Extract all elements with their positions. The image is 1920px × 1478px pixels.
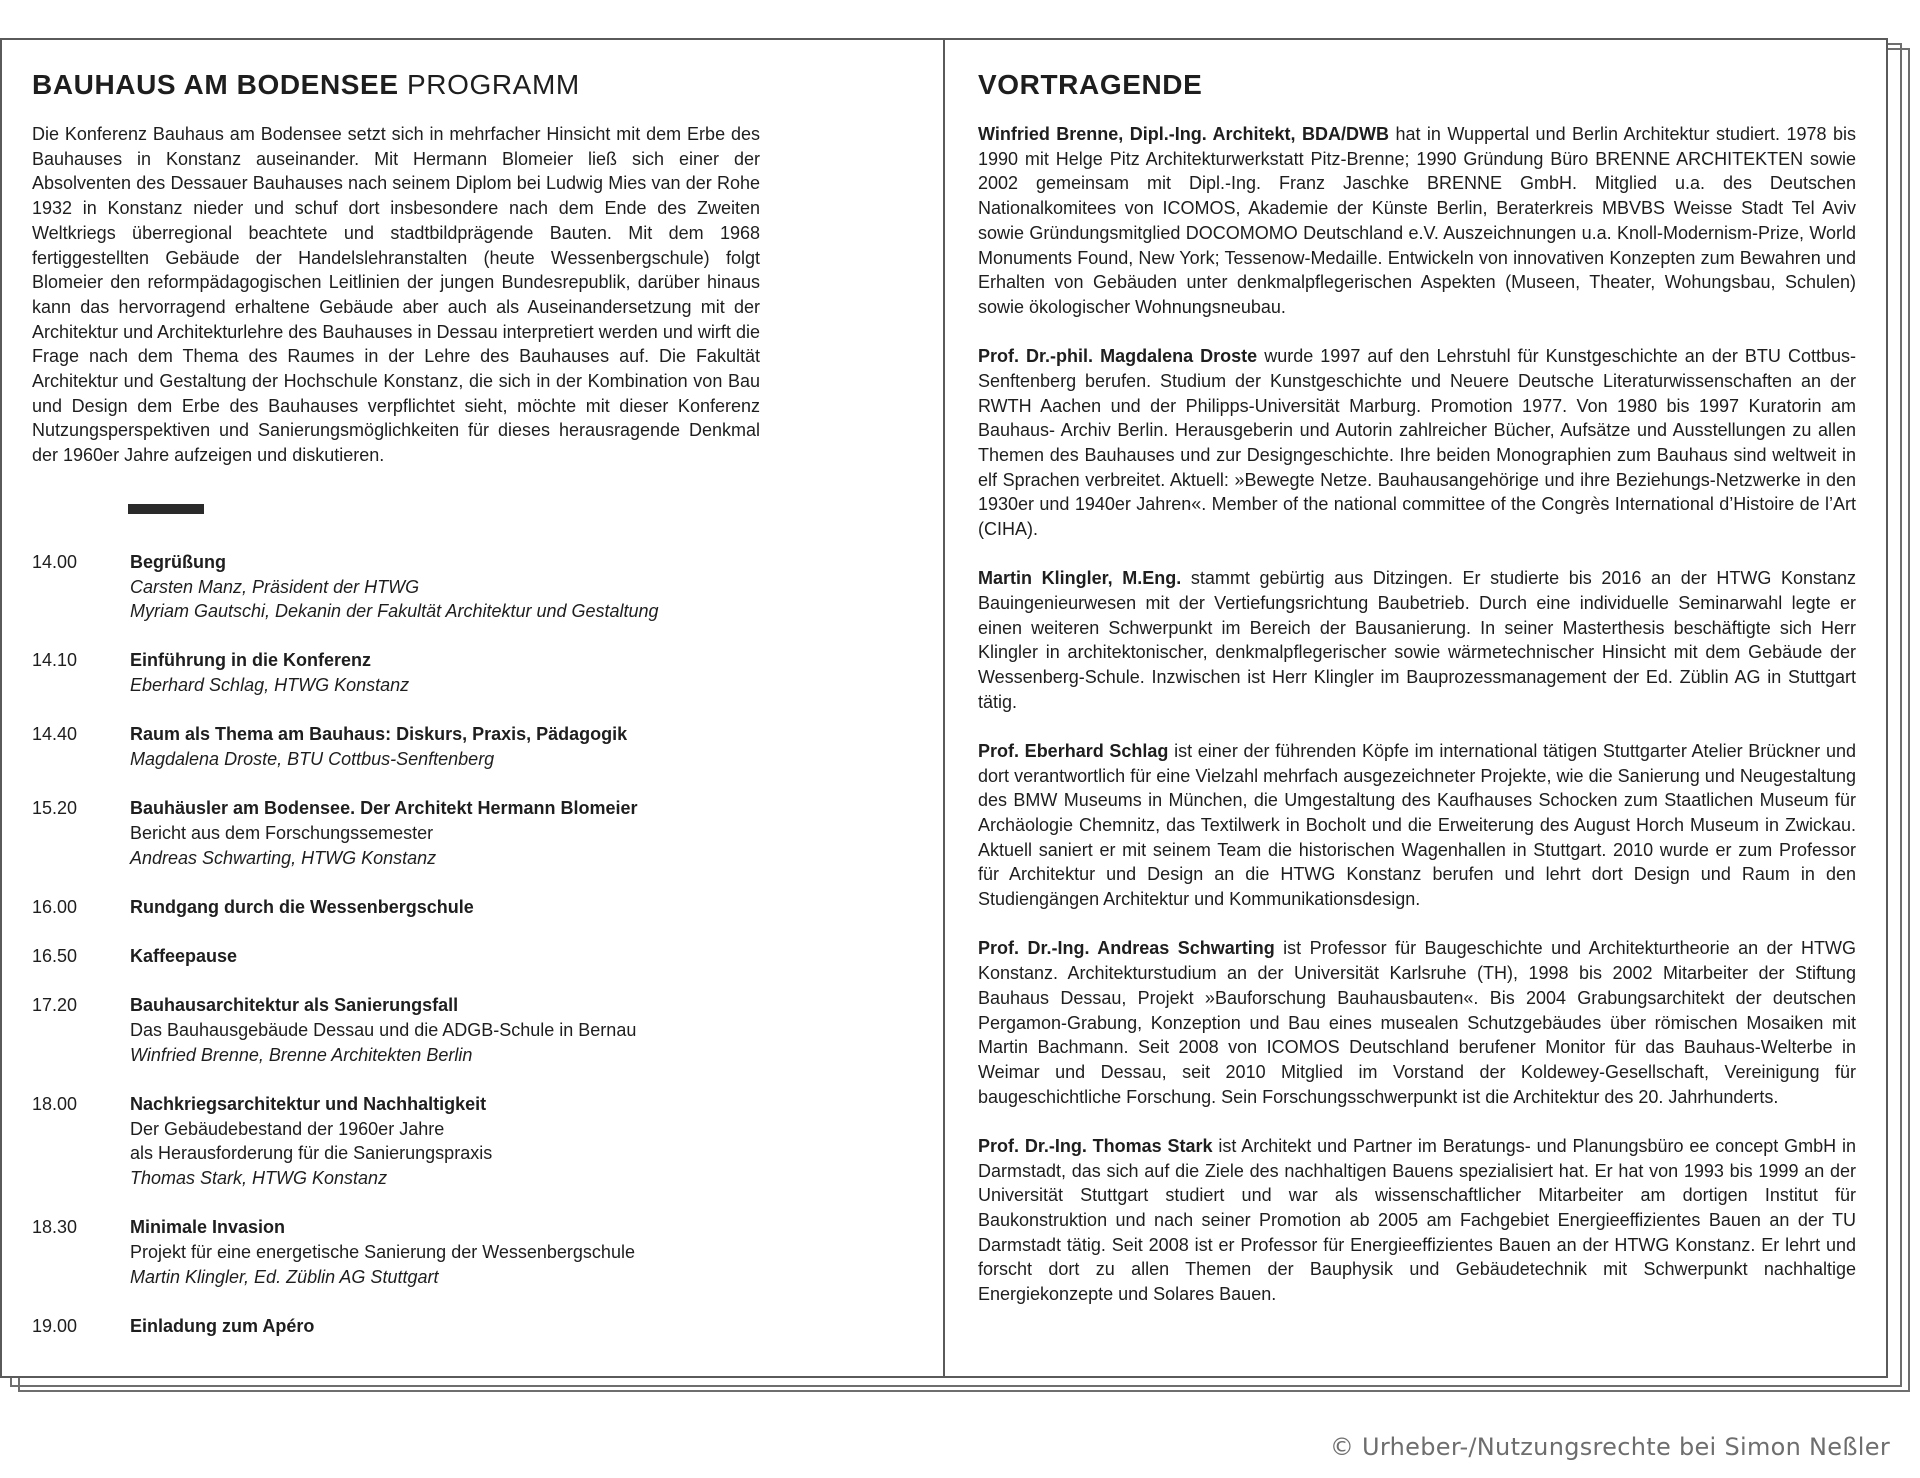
speakers-heading-text: VORTRAGENDE	[978, 69, 1203, 100]
program-body	[130, 1215, 760, 1289]
intro-paragraph: Die Konferenz Bauhaus am Bodensee setzt sich in mehrfacher Hinsicht mit dem Erbe des Bauhauses in Konstanz auseinander. Mit Hermann Blomeier ließ sich einer der Absolventen des Dessauer Bauhauses nach seinem Diplom bei Ludwig Mies van der Rohe 1932 in Konstanz nieder und schuf dort insbesondere nach dem Ende des Zweiten Weltkriegs überregional beachtete und stadtbildprägende Bauten. Mit dem 1968 fertiggestellten Gebäude der Handelslehranstalten (heute Wessenbergschule) folgt Blomeier den reformpädagogischen Leitlinien der jungen Bundesrepublik, darüber hinaus kann das hervorragend erhaltene Gebäude aber auch als Auseinandersetzung mit der Architektur und Architekturlehre des Bauhauses in Dessau interpretiert werden und wirft die Frage nach dem Thema des Raumes in der Lehre des Bauhauses auf. Die Fakultät Architektur und Gestaltung der Hochschule Konstanz, die sich in der Kombination von Bau und Design dem Erbe des Bauhauses verpflichtet sieht, möchte mit dieser Konferenz Nutzungsperspektiven und Sanierungsmöglichkeiten für dieses herausragende Denkmal der 1960er Jahre aufzeigen und diskutieren.	[32, 124, 760, 466]
program-heading-bold: BAUHAUS AM BODENSEE	[32, 69, 399, 100]
program-time: 18.00	[32, 1093, 78, 1114]
speaker-name: Prof. Eberhard Schlag	[978, 740, 1169, 761]
program-time: 15.20	[32, 798, 78, 819]
program-body	[130, 550, 760, 624]
program-item	[32, 1092, 760, 1191]
program-body	[130, 648, 760, 697]
program-body	[130, 895, 760, 920]
program-time: 16.50	[32, 946, 78, 967]
program-title: Raum als Thema am Bauhaus: Diskurs, Praxis, Pädagogik	[130, 724, 628, 745]
program-item	[32, 796, 760, 870]
program-body	[130, 993, 760, 1067]
program-heading	[32, 68, 760, 102]
program-body	[130, 1092, 760, 1191]
program-time: 17.20	[32, 995, 78, 1016]
program-time: 18.30	[32, 1217, 78, 1238]
program-item	[32, 550, 760, 624]
speakers-column	[978, 68, 1856, 1331]
program-time: 14.40	[32, 724, 78, 745]
program-speaker: Andreas Schwarting, HTWG Konstanz	[130, 847, 437, 868]
speaker-name: Winfried Brenne, Dipl.-Ing. Architekt, BDA/DWB	[978, 124, 1389, 144]
program-subtitle: Bericht aus dem Forschungssemester	[130, 822, 434, 843]
speaker-bio-text: ist einer der führenden Köpfe im international tätigen Stuttgarter Atelier Brückner und dort verantwortlich für eine Vielzahl mehrfach ausgezeichneter Projekte, wie die Sanierung und Neugestaltung des BMW Museums in München, die Umgestaltung des Kaufhauses Schocken zum Staatlichen Museum für Archäologie Chemnitz, das Textilwerk in Bocholt und die Erweiterung des August Horch Museum in Zwickau. Aktuell saniert er mit seinem Team die historischen Wagenhallen in Stuttgart. 2010 wurde er zum Professor für Architektur und Design an die HTWG Konstanz berufen und lehrt dort Design und Raum in den Studiengängen Architektur und Kommunikationsdesign.	[978, 740, 1856, 910]
program-subtitle: als Herausforderung für die Sanierungspraxis	[130, 1143, 493, 1164]
program-item	[32, 648, 760, 697]
speaker-name: Prof. Dr.-Ing. Thomas Stark	[978, 1135, 1213, 1156]
speaker-bio-text: wurde 1997 auf den Lehrstuhl für Kunstgeschichte an der BTU Cottbus-Senftenberg berufen. Studium der Kunstgeschichte und Neuere Deutsche Literaturwissenschaften an der RWTH Aachen und der Philipps-Universität Marburg. Promotion 1977. Von 1980 bis 1997 Kuratorin am Bauhaus- Archiv Berlin. Herausgeberin und Autorin zahlreicher Bücher, Aufsätze und Ausstellungen zu allen Themen des Bauhauses und zur Designgeschichte. Ihre beiden Monographien zum Bauhaus sind weltweit in elf Sprachen verbreitet. Aktuell: »Bewegte Netze. Bauhausangehörige und ihre Beziehungs-Netzwerke in den 1930er und 1940er Jahren«. Member of the national committee of the Congrès International d’Histoire de l’Art (CIHA).	[978, 346, 1856, 540]
speaker-name: Prof. Dr.-Ing. Andreas Schwarting	[978, 938, 1275, 959]
program-list	[32, 550, 760, 1339]
program-body	[130, 722, 760, 771]
program-item	[32, 993, 760, 1067]
speaker-bio	[978, 344, 1856, 542]
program-time: 16.00	[32, 896, 78, 917]
speaker-name: Prof. Dr.-phil. Magdalena Droste	[978, 346, 1258, 367]
program-body	[130, 796, 760, 870]
program-speaker: Eberhard Schlag, HTWG Konstanz	[130, 675, 410, 696]
copyright-credit: © Urheber-/Nutzungsrechte bei Simon Neßler	[1329, 1433, 1890, 1461]
speaker-bio	[978, 936, 1856, 1109]
program-title: Bauhausarchitektur als Sanierungsfall	[130, 995, 459, 1016]
program-speaker: Martin Klingler, Ed. Züblin AG Stuttgart	[130, 1266, 439, 1287]
program-title: Minimale Invasion	[130, 1217, 286, 1238]
speaker-bio	[978, 739, 1856, 912]
program-body	[130, 944, 760, 969]
program-title: Kaffeepause	[130, 946, 238, 967]
program-column	[32, 68, 760, 1363]
bio-list	[978, 122, 1856, 1307]
program-item	[32, 1314, 760, 1339]
program-item	[32, 895, 760, 920]
program-speaker: Magdalena Droste, BTU Cottbus-Senftenberg	[130, 749, 495, 770]
column-divider	[943, 40, 945, 1376]
speaker-bio-text: stammt gebürtig aus Ditzingen. Er studierte bis 2016 an der HTWG Konstanz Bauingenieurwesen mit der Vertiefungsrichtung Baubetrieb. Durch eine individuelle Seminarwahl legte er einen weiteren Schwerpunkt im Bereich der Bausanierung. In seiner Masterthesis beschäftigte sich Herr Klingler in architektonischer, denkmalpflegerischer sowie wärmetechnischer Hinsicht mit dem Gebäude der Wessenberg-Schule. Inzwischen ist Herr Klingler im Bauprozessmanagement der Ed. Züblin AG in Stuttgart tätig.	[978, 568, 1856, 712]
program-title: Rundgang durch die Wessenbergschule	[130, 896, 474, 917]
program-time: 19.00	[32, 1315, 78, 1336]
section-rule	[128, 504, 204, 514]
program-body	[130, 1314, 760, 1339]
program-subtitle: Der Gebäudebestand der 1960er Jahre	[130, 1118, 445, 1139]
program-subtitle: Projekt für eine energetische Sanierung der Wessenbergschule	[130, 1241, 635, 1262]
speaker-bio-text: ist Professor für Baugeschichte und Architekturtheorie an der HTWG Konstanz. Architekturstudium an der Universität Karlsruhe (TH), 1998 bis 2002 Mitarbeiter der Stiftung Bauhaus Dessau, Projekt »Bauforschung Bauhausbauten«. Bis 2004 Grabungsarchitekt der deutschen Pergamon-Grabung, Konzeption und Bau eines musealen Schutzgebäudes über römischen Mosaiken mit Martin Bachmann. Seit 2008 von ICOMOS Deutschland berufener Monitor für das Bauhaus-Welterbe in Weimar und Dessau, seit 2010 Mitglied im Vorstand der Koldewey-Gesellschaft, Vereinigung für baugeschichtliche Forschung. Sein Forschungsschwerpunkt ist die Architektur des 20. Jahrhunderts.	[978, 938, 1856, 1107]
program-speaker: Winfried Brenne, Brenne Architekten Berlin	[130, 1044, 473, 1065]
program-title: Begrüßung	[130, 551, 226, 572]
program-title: Nachkriegsarchitektur und Nachhaltigkeit	[130, 1093, 487, 1114]
program-speaker: Myriam Gautschi, Dekanin der Fakultät Architektur und Gestaltung	[130, 601, 659, 622]
program-title: Einführung in die Konferenz	[130, 650, 371, 671]
speaker-bio	[978, 566, 1856, 714]
speaker-bio-text: ist Architekt und Partner im Beratungs- und Planungsbüro ee concept GmbH in Darmstadt, das sich auf die Ziele des nachhaltigen Bauens spezialisiert hat. Er hat von 1993 bis 1999 an der Universität Stuttgart studiert und war als wissenschaftlicher Mitarbeiter am dortigen Institut für Baukonstruktion und nach seiner Promotion ab 2005 am Fachgebiet Energieeffizientes Bauen an der TU Darmstadt tätig. Seit 2008 ist er Professor für Energieeffizientes Bauen an der HTWG Konstanz. Er lehrt und forscht dort zu allen Themen der Bauphysik und Gebäudetechnik mit Schwerpunkt nachhaltige Energiekonzepte und Solares Bauen.	[978, 1135, 1856, 1305]
program-item	[32, 1215, 760, 1289]
program-time: 14.10	[32, 650, 78, 671]
speaker-name: Martin Klingler, M.Eng.	[978, 568, 1182, 589]
program-time: 14.00	[32, 551, 78, 572]
program-title: Bauhäusler am Bodensee. Der Architekt Hermann Blomeier	[130, 798, 638, 819]
program-speaker: Carsten Manz, Präsident der HTWG	[130, 576, 420, 597]
speaker-bio	[978, 122, 1856, 320]
speaker-bio-text: hat in Wuppertal und Berlin Architektur studiert. 1978 bis 1990 mit Helge Pitz Architekturwerkstatt Pitz-Brenne; 1990 Gründung Büro BRENNE ARCHITEKTEN sowie 2002 gemeinsam mit Dipl.-Ing. Franz Jaschke BRENNE GmbH. Mitglied u.a. des Deutschen Nationalkomitees von ICOMOS, Akademie der Künste Berlin, Beraterkreis MBVBS Weisse Stadt Tel Aviv sowie Gründungsmitglied DOCOMOMO Deutschland e.V. Auszeichnungen u.a. Knoll-Modernism-Prize, World Monuments Found, New York; Tessenow-Medaille. Entwickeln von innovativen Konzepten zum Bewahren und Erhalten von Gebäuden unter denkmalpflegerischen Aspekten (Museen, Theater, Wohungsbau, Schulen) sowie ökologischer Wohnungsneubau.	[978, 124, 1856, 317]
program-item	[32, 944, 760, 969]
program-item	[32, 722, 760, 771]
speakers-heading	[978, 68, 1856, 102]
program-speaker: Thomas Stark, HTWG Konstanz	[130, 1168, 388, 1188]
program-heading-rest: PROGRAMM	[407, 69, 580, 100]
program-subtitle: Das Bauhausgebäude Dessau und die ADGB-Schule in Bernau	[130, 1019, 637, 1040]
program-sheet	[0, 38, 1888, 1378]
speaker-bio	[978, 1134, 1856, 1307]
program-title: Einladung zum Apéro	[130, 1315, 315, 1336]
